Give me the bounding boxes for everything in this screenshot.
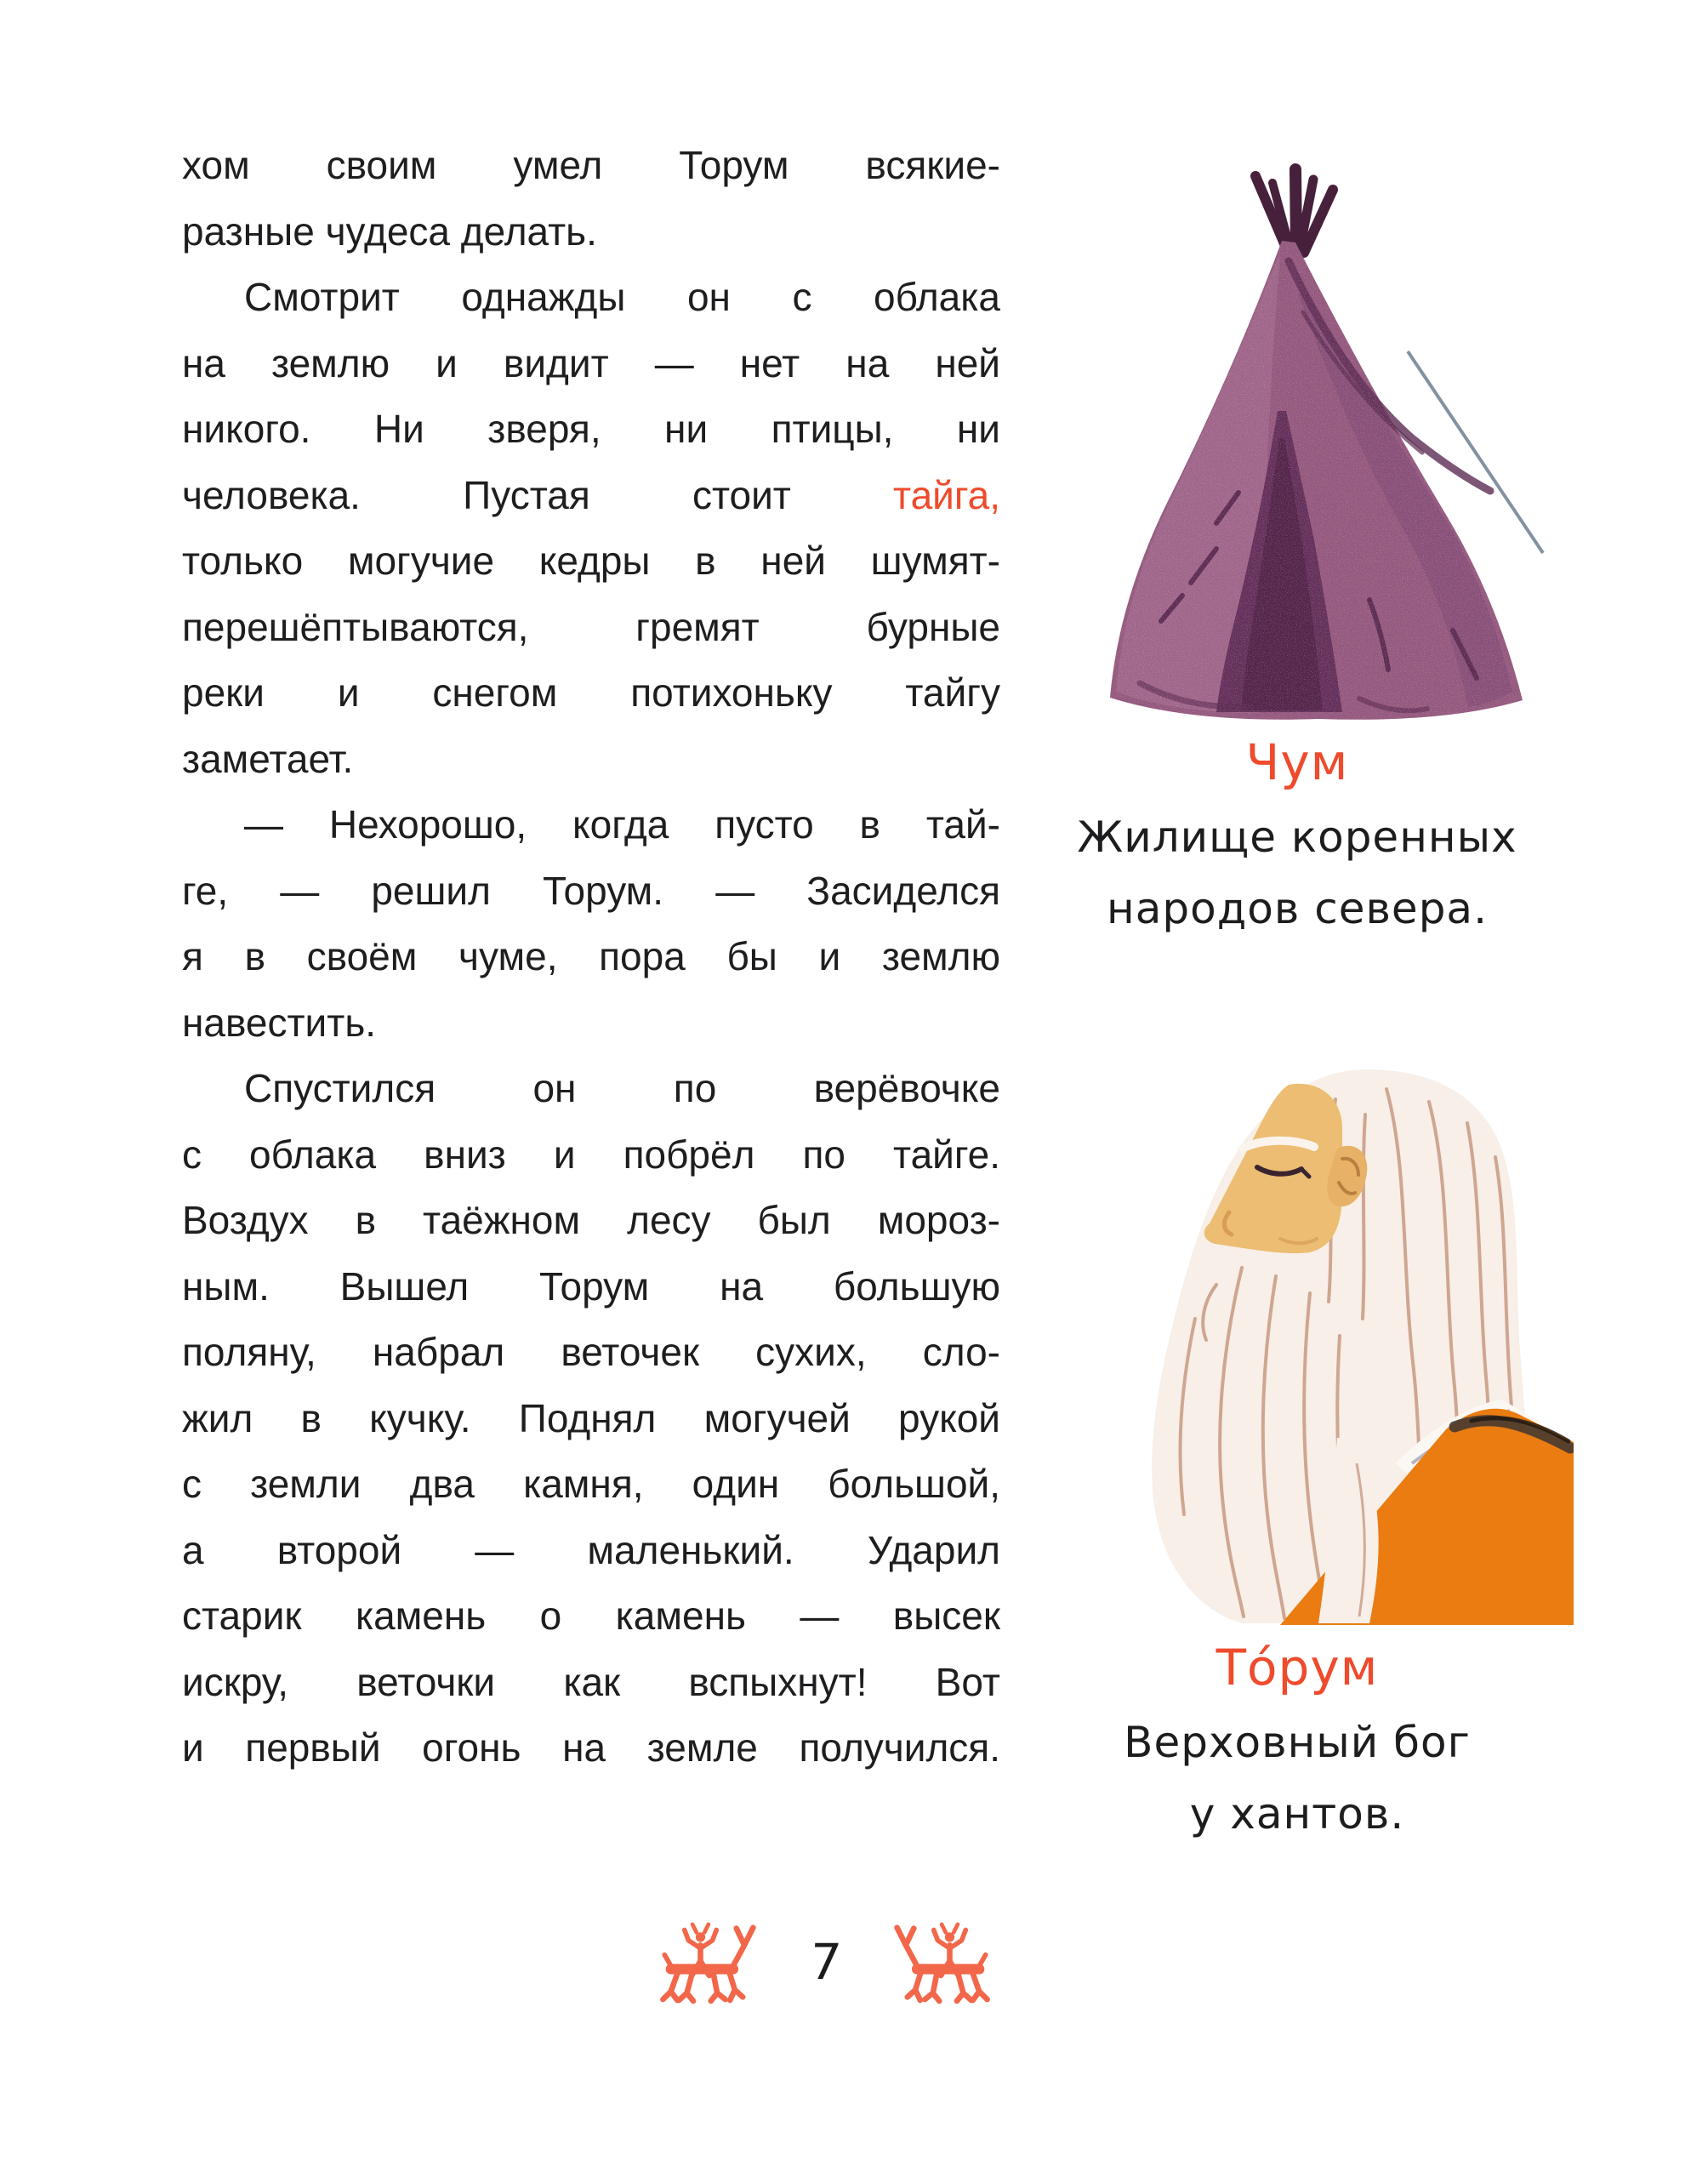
text-line: человека. Пустая стоит тайга, xyxy=(182,472,1000,517)
deer-rider-ornament-left xyxy=(655,1916,759,2008)
text-line: — Нехорошо, когда пусто в тай- xyxy=(244,802,1000,847)
chum-poles xyxy=(1255,169,1333,253)
text-line: только могучие кедры в ней шумят- xyxy=(182,539,1000,583)
text-line: на землю и видит — нет на ней xyxy=(182,340,1000,385)
text-line: хом своим умел Торум всякие- xyxy=(182,143,1000,187)
text-line: а второй — маленький. Ударил xyxy=(182,1527,1000,1572)
text-line: с облака вниз и побрёл по тайге. xyxy=(182,1132,1000,1177)
torum-caption xyxy=(1059,1639,1535,1850)
torum-illustration xyxy=(1114,1063,1574,1625)
text-line: навестить. xyxy=(182,1000,377,1045)
text-line: и первый огонь на земле получился. xyxy=(182,1725,1000,1770)
torum-caption-title: То́рум xyxy=(1216,1639,1379,1696)
text-line: ным. Вышел Торум на большую xyxy=(182,1263,1000,1309)
chum-caption xyxy=(1059,733,1535,944)
text-line: жил в кучку. Поднял могучей рукой xyxy=(182,1395,1000,1440)
chum-caption-line: народов севера. xyxy=(1107,884,1488,933)
page-footer xyxy=(655,1916,995,2008)
text-line: с земли два камня, один большой, xyxy=(182,1462,1000,1506)
story-text xyxy=(182,133,1000,1782)
text-line: поляну, набрал веточек сухих, сло- xyxy=(182,1330,1000,1374)
text-line: реки и снегом потихоньку тайгу xyxy=(182,670,1000,715)
text-line: я в своём чуме, пора бы и землю xyxy=(182,934,1000,978)
text-line: никого. Ни зверя, ни птицы, ни xyxy=(182,407,1000,451)
text-line: заметает. xyxy=(182,736,354,781)
chum-caption-line: Жилище коренных xyxy=(1077,813,1517,862)
torum-caption-line: Верховный бог xyxy=(1124,1718,1471,1767)
text-line: перешёптываются, гремят бурные xyxy=(182,604,1000,649)
torum-caption-line: у хантов. xyxy=(1189,1789,1405,1839)
text-line: искру, веточки как вспыхнут! Вот xyxy=(182,1659,1000,1704)
highlighted-term: тайга, xyxy=(893,472,1000,517)
text-line: ге, — решил Торум. — Засиделся xyxy=(182,868,1000,913)
deer-rider-ornament-right xyxy=(891,1916,995,2008)
text-line: Смотрит однажды он с облака xyxy=(244,275,1000,319)
page-number: 7 xyxy=(807,1933,843,1991)
chum-illustration xyxy=(1089,157,1548,727)
text-line: Воздух в таёжном лесу был мороз- xyxy=(182,1198,1000,1242)
text-line: разные чудеса делать. xyxy=(182,208,597,254)
text-line: Спустился он по верёвочке xyxy=(244,1066,1000,1110)
chum-caption-title: Чум xyxy=(1245,733,1349,791)
text-line: старик камень о камень — высек xyxy=(182,1594,1000,1638)
